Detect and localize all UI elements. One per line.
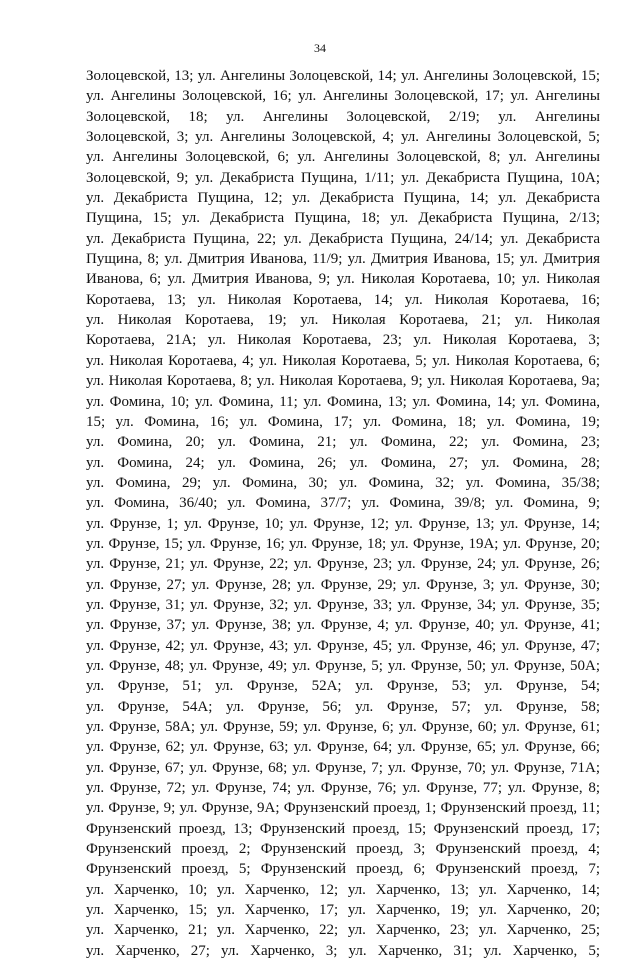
text-line: Фрунзенский проезд, 13; Фрунзенский проезд, 15; Фрунзенский проезд, 17; — [86, 820, 600, 837]
address-list-text — [86, 66, 600, 961]
text-line: ул. Декабриста Пущина, 22; ул. Декабриста Пущина, 24/14; ул. Декабриста — [86, 230, 600, 247]
text-line: ул. Николая Коротаева, 4; ул. Николая Коротаева, 5; ул. Николая Коротаева, 6; — [86, 352, 600, 369]
text-line: ул. Фомина, 36/40; ул. Фомина, 37/7; ул. Фомина, 39/8; ул. Фомина, 9; — [86, 495, 600, 512]
text-line: Коротаева, 13; ул. Николая Коротаева, 14; ул. Николая Коротаева, 16; — [86, 291, 600, 308]
text-line: ул. Фрунзе, 15; ул. Фрунзе, 16; ул. Фрунзе, 18; ул. Фрунзе, 19А; ул. Фрунзе, 20; — [86, 535, 600, 552]
text-line: ул. Фрунзе, 21; ул. Фрунзе, 22; ул. Фрунзе, 23; ул. Фрунзе, 24; ул. Фрунзе, 26; — [86, 556, 600, 573]
text-line: ул. Фомина, 10; ул. Фомина, 11; ул. Фомина, 13; ул. Фомина, 14; ул. Фомина, — [86, 393, 600, 410]
text-line: ул. Ангелины Золоцевской, 6; ул. Ангелины Золоцевской, 8; ул. Ангелины — [86, 149, 600, 166]
text-line: ул. Декабриста Пущина, 12; ул. Декабриста Пущина, 14; ул. Декабриста — [86, 190, 600, 207]
text-line: ул. Фрунзе, 51; ул. Фрунзе, 52А; ул. Фрунзе, 53; ул. Фрунзе, 54; — [86, 678, 600, 695]
text-line: Коротаева, 21А; ул. Николая Коротаева, 23; ул. Николая Коротаева, 3; — [86, 332, 600, 349]
text-line: ул. Фрунзе, 62; ул. Фрунзе, 63; ул. Фрунзе, 64; ул. Фрунзе, 65; ул. Фрунзе, 66; — [86, 739, 600, 756]
text-line: ул. Фрунзе, 31; ул. Фрунзе, 32; ул. Фрунзе, 33; ул. Фрунзе, 34; ул. Фрунзе, 35; — [86, 596, 600, 613]
text-line: Золоцевской, 3; ул. Ангелины Золоцевской, 4; ул. Ангелины Золоцевской, 5; — [86, 129, 600, 146]
text-line: Фрунзенский проезд, 2; Фрунзенский проезд, 3; Фрунзенский проезд, 4; — [86, 841, 600, 858]
text-line: ул. Фрунзе, 27; ул. Фрунзе, 28; ул. Фрунзе, 29; ул. Фрунзе, 3; ул. Фрунзе, 30; — [86, 576, 600, 593]
text-line: ул. Ангелины Золоцевской, 16; ул. Ангелины Золоцевской, 17; ул. Ангелины — [86, 88, 600, 105]
text-line: ул. Харченко, 10; ул. Харченко, 12; ул. Харченко, 13; ул. Харченко, 14; — [86, 881, 600, 898]
text-line: ул. Фрунзе, 1; ул. Фрунзе, 10; ул. Фрунзе, 12; ул. Фрунзе, 13; ул. Фрунзе, 14; — [86, 515, 600, 532]
text-line: ул. Харченко, 15; ул. Харченко, 17; ул. Харченко, 19; ул. Харченко, 20; — [86, 902, 600, 919]
text-line: ул. Фрунзе, 54А; ул. Фрунзе, 56; ул. Фрунзе, 57; ул. Фрунзе, 58; — [86, 698, 600, 715]
text-line: ул. Фрунзе, 58А; ул. Фрунзе, 59; ул. Фрунзе, 6; ул. Фрунзе, 60; ул. Фрунзе, 61; — [86, 719, 600, 735]
text-line: Золоцевской, 9; ул. Декабриста Пущина, 1/11; ул. Декабриста Пущина, 10А; — [86, 169, 600, 186]
text-line: Пущина, 8; ул. Дмитрия Иванова, 11/9; ул. Дмитрия Иванова, 15; ул. Дмитрия — [86, 251, 600, 268]
text-line: ул. Фрунзе, 67; ул. Фрунзе, 68; ул. Фрунзе, 7; ул. Фрунзе, 70; ул. Фрунзе, 71А; — [86, 759, 600, 776]
text-line: Золоцевской, 13; ул. Ангелины Золоцевской, 14; ул. Ангелины Золоцевской, 15; — [86, 68, 600, 84]
text-line: ул. Николая Коротаева, 8; ул. Николая Коротаева, 9; ул. Николая Коротаева, 9а; — [86, 373, 600, 390]
text-line: ул. Харченко, 27; ул. Харченко, 3; ул. Харченко, 31; ул. Харченко, 5; — [86, 942, 600, 959]
text-line: ул. Фрунзе, 9; ул. Фрунзе, 9А; Фрунзенский проезд, 1; Фрунзенский проезд, 11; — [86, 800, 600, 817]
text-line: ул. Фомина, 29; ул. Фомина, 30; ул. Фомина, 32; ул. Фомина, 35/38; — [86, 474, 600, 491]
text-line: Фрунзенский проезд, 5; Фрунзенский проезд, 6; Фрунзенский проезд, 7; — [86, 861, 600, 878]
text-line: ул. Николая Коротаева, 19; ул. Николая Коротаева, 21; ул. Николая — [86, 312, 600, 329]
text-line: ул. Фрунзе, 48; ул. Фрунзе, 49; ул. Фрунзе, 5; ул. Фрунзе, 50; ул. Фрунзе, 50А; — [86, 657, 600, 674]
text-line: ул. Харченко, 21; ул. Харченко, 22; ул. Харченко, 23; ул. Харченко, 25; — [86, 922, 600, 939]
text-line: ул. Фрунзе, 72; ул. Фрунзе, 74; ул. Фрунзе, 76; ул. Фрунзе, 77; ул. Фрунзе, 8; — [86, 780, 600, 797]
text-line: ул. Фомина, 20; ул. Фомина, 21; ул. Фомина, 22; ул. Фомина, 23; — [86, 434, 600, 451]
text-line: ул. Фомина, 24; ул. Фомина, 26; ул. Фомина, 27; ул. Фомина, 28; — [86, 454, 600, 471]
text-line: ул. Фрунзе, 37; ул. Фрунзе, 38; ул. Фрунзе, 4; ул. Фрунзе, 40; ул. Фрунзе, 41; — [86, 617, 600, 634]
text-line: 15; ул. Фомина, 16; ул. Фомина, 17; ул. Фомина, 18; ул. Фомина, 19; — [86, 413, 600, 430]
text-line: ул. Фрунзе, 42; ул. Фрунзе, 43; ул. Фрунзе, 45; ул. Фрунзе, 46; ул. Фрунзе, 47; — [86, 637, 600, 654]
text-line: Пущина, 15; ул. Декабриста Пущина, 18; ул. Декабриста Пущина, 2/13; — [86, 210, 600, 227]
page-number: 34 — [314, 41, 326, 55]
text-line: Золоцевской, 18; ул. Ангелины Золоцевской, 2/19; ул. Ангелины — [86, 108, 600, 125]
text-line: Иванова, 6; ул. Дмитрия Иванова, 9; ул. Николая Коротаева, 10; ул. Николая — [86, 271, 600, 288]
